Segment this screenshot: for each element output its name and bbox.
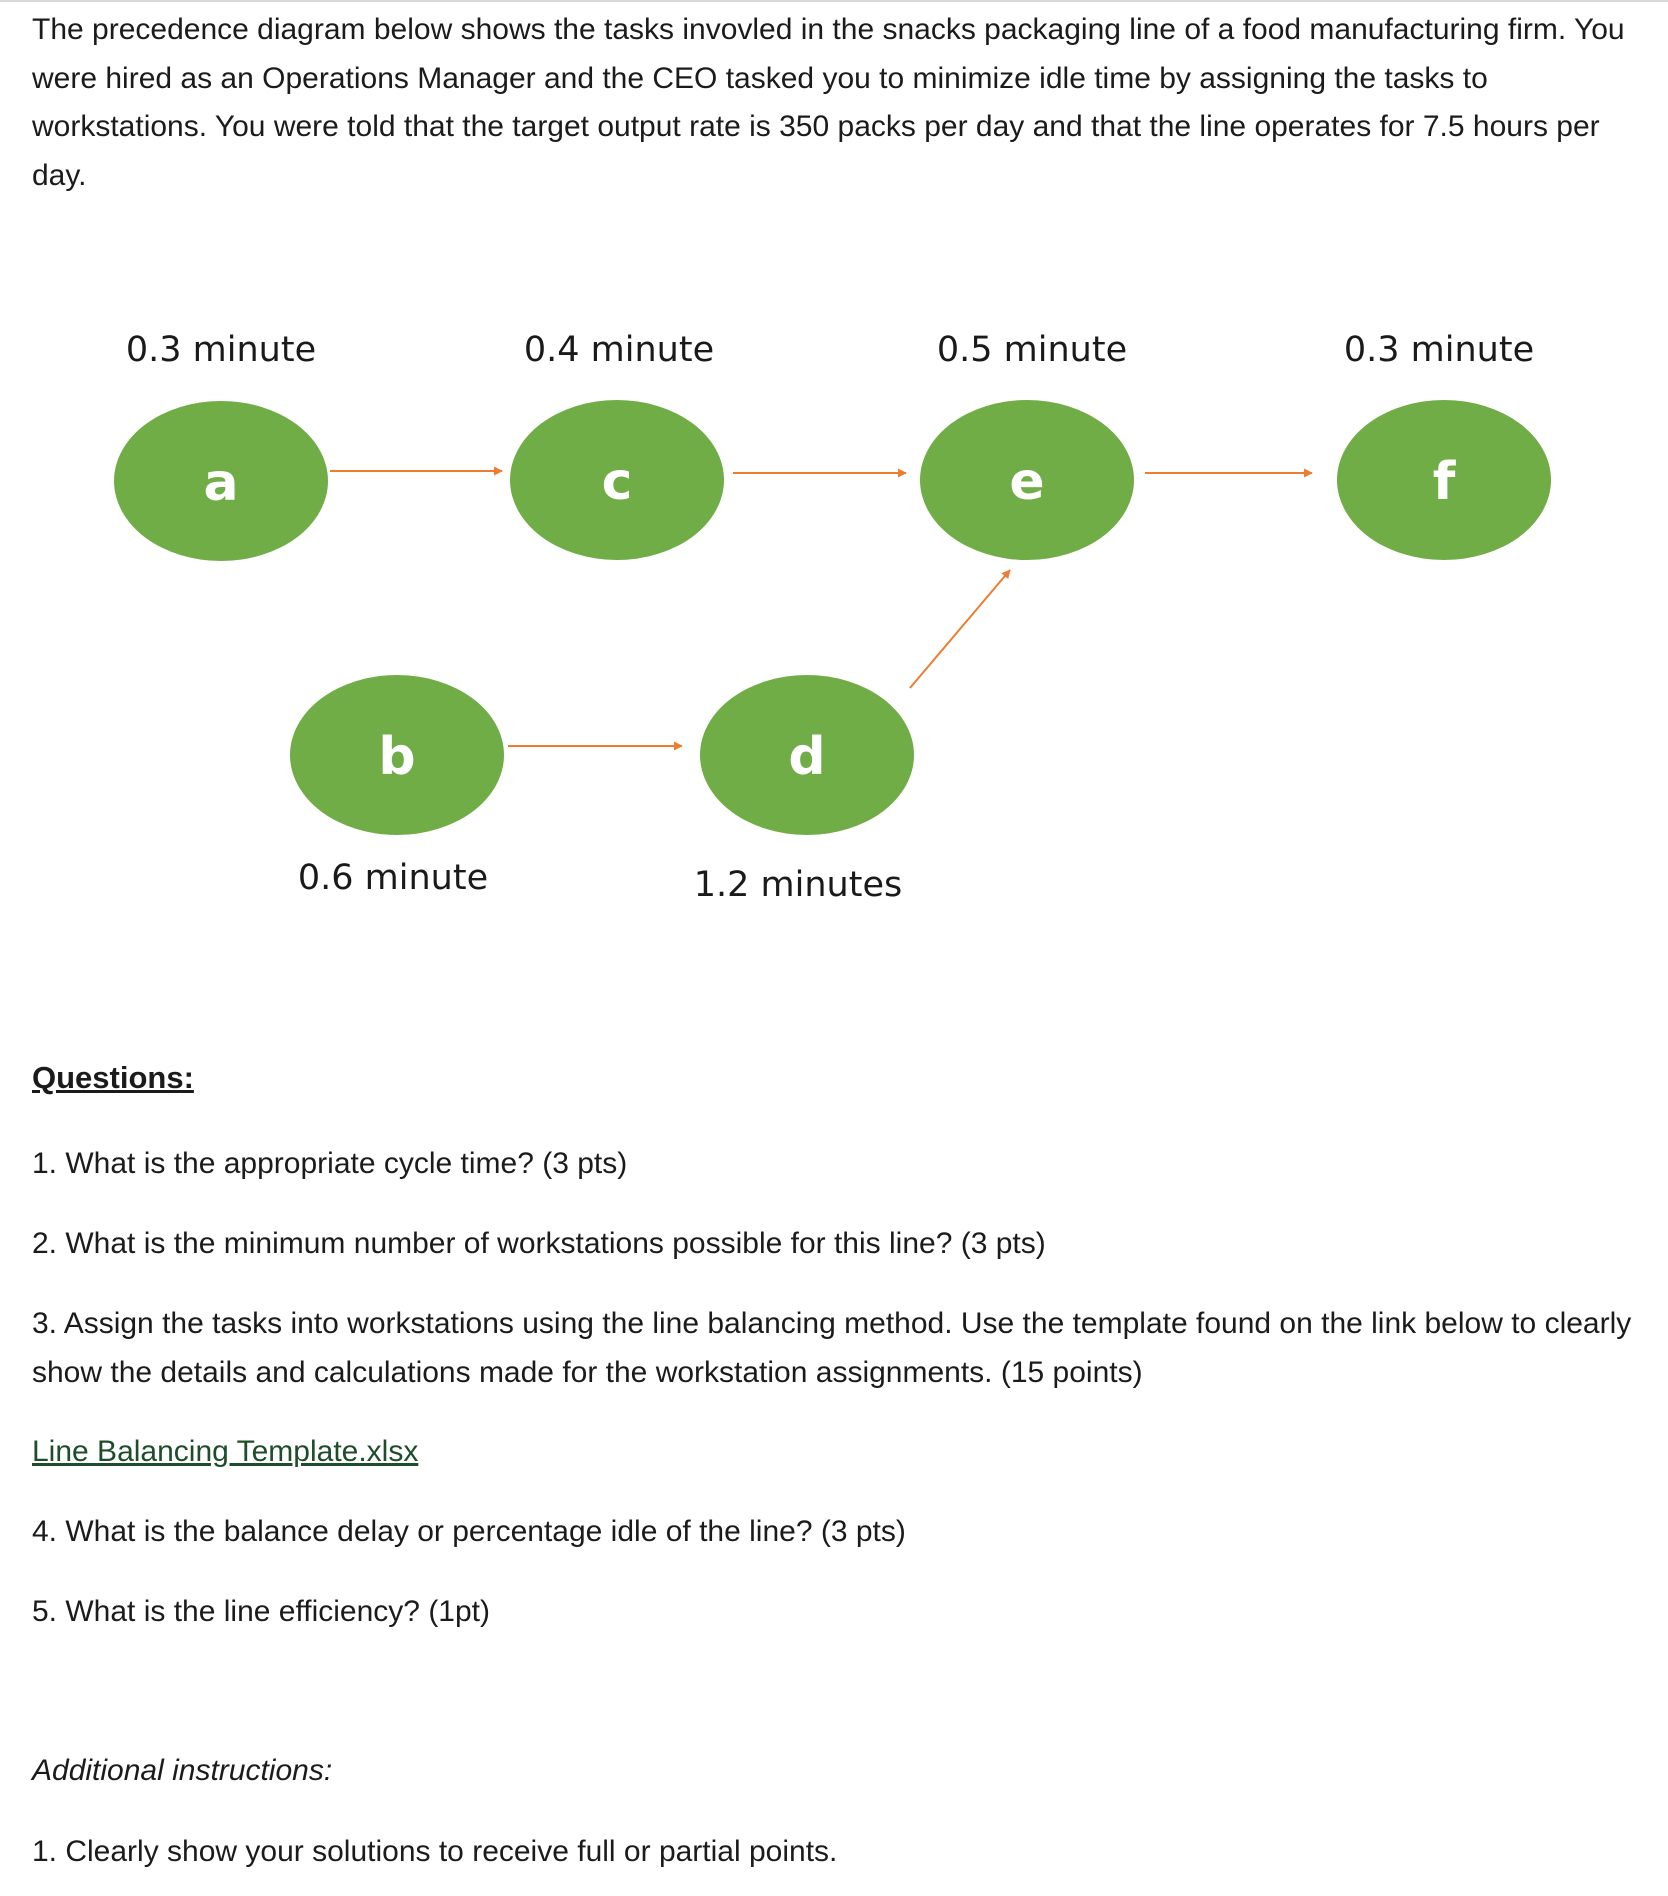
additional-instruction-1: 1. Clearly show your solutions to receive full or partial points. — [32, 1835, 838, 1868]
template-link[interactable]: Line Balancing Template.xlsx — [32, 1435, 419, 1468]
task-c-label: c — [601, 452, 633, 512]
question-5: 5. What is the line efficiency? (1pt) — [32, 1595, 490, 1628]
task-d-label: d — [788, 727, 826, 787]
question-3: 3. Assign the tasks into workstations using the line balancing method. Use the template found on the link below to clearly show the details and calculations made for the workstation assignments. (15 points) — [32, 1307, 1632, 1389]
question-2: 2. What is the minimum number of workstations possible for this line? (3 pts) — [32, 1227, 1046, 1260]
additional-instructions-heading: Additional instructions: — [32, 1754, 333, 1787]
edge-d-e — [910, 570, 1010, 688]
task-f-duration: 0.3 minute — [1343, 330, 1535, 370]
task-node-b — [290, 675, 504, 835]
task-node-d — [700, 675, 914, 835]
task-e-duration: 0.5 minute — [936, 330, 1128, 370]
question-1: 1. What is the appropriate cycle time? (3 pts) — [32, 1147, 628, 1180]
task-b-label: b — [378, 727, 416, 787]
task-d-duration: 1.2 minutes — [693, 865, 903, 905]
precedence-diagram — [0, 300, 1668, 940]
questions-heading: Questions: — [32, 1060, 194, 1095]
task-node-e — [920, 400, 1134, 560]
task-node-f — [1337, 400, 1551, 560]
task-b-duration: 0.6 minute — [297, 858, 489, 898]
top-divider — [0, 0, 1668, 2]
intro-paragraph: The precedence diagram below shows the tasks invovled in the snacks packaging line of a food manufacturing firm. You were hired as an Operations Manager and the CEO tasked you to minimize idle time by assigning the tasks to workstations. You were told that the target output rate is 350 packs per day and that the line operates for 7.5 hours per day. — [32, 13, 1625, 192]
task-a-duration: 0.3 minute — [125, 330, 317, 370]
task-c-duration: 0.4 minute — [523, 330, 715, 370]
task-a-label: a — [203, 453, 239, 513]
question-4: 4. What is the balance delay or percentage idle of the line? (3 pts) — [32, 1515, 906, 1548]
task-e-label: e — [1009, 452, 1045, 512]
task-node-a — [114, 401, 328, 561]
task-node-c — [510, 400, 724, 560]
task-f-label: f — [1432, 452, 1456, 512]
